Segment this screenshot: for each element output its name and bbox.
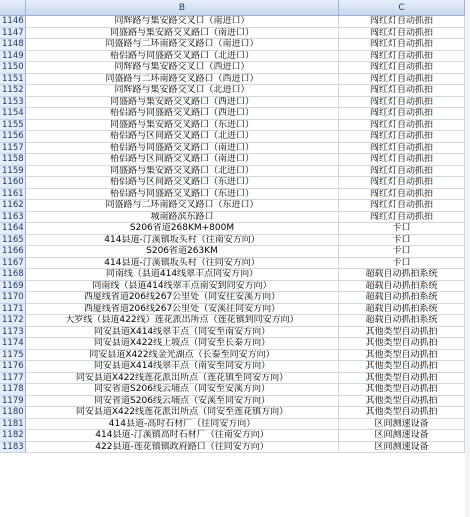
cell-location[interactable]: 大罗线（县道422线）莲花派出所点（莲花镇到同安方向） [26, 315, 339, 327]
row-header[interactable]: 1147 [0, 28, 26, 40]
row-header[interactable]: 1167 [0, 258, 26, 270]
cell-device-type[interactable]: 闯红灯自动抓拍 [339, 154, 465, 166]
cell-location[interactable]: S206省道263KM [26, 246, 339, 258]
cell-device-type[interactable]: 闯红灯自动抓拍 [339, 39, 465, 51]
cell-device-type[interactable]: 闯红灯自动抓拍 [339, 143, 465, 155]
cell-device-type[interactable]: 其他类型自动抓拍 [339, 350, 465, 362]
row-header[interactable]: 1156 [0, 131, 26, 143]
row-header[interactable]: 1149 [0, 51, 26, 63]
row-header[interactable]: 1164 [0, 223, 26, 235]
row-header[interactable]: 1170 [0, 292, 26, 304]
cell-device-type[interactable]: 超载自动抓拍系统 [339, 281, 465, 293]
cell-device-type[interactable]: 超载自动抓拍系统 [339, 315, 465, 327]
row-header[interactable]: 1148 [0, 39, 26, 51]
row-header[interactable]: 1181 [0, 419, 26, 431]
row-header[interactable]: 1179 [0, 396, 26, 408]
row-header[interactable]: 1176 [0, 361, 26, 373]
row-header[interactable]: 1157 [0, 143, 26, 155]
cell-device-type[interactable]: 其他类型自动抓拍 [339, 407, 465, 419]
row-header[interactable]: 1161 [0, 189, 26, 201]
row-header[interactable]: 1146 [0, 16, 26, 28]
cell-device-type[interactable]: 其他类型自动抓拍 [339, 384, 465, 396]
cell-device-type[interactable]: 闯红灯自动抓拍 [339, 177, 465, 189]
row-header[interactable]: 1174 [0, 338, 26, 350]
cell-location[interactable]: 414县道-汀溪镇坂头村（往南安方向） [26, 235, 339, 247]
cell-location[interactable]: 同安县道X422线莲花派出所点（同安至莲花镇方向） [26, 407, 339, 419]
row-header[interactable]: 1166 [0, 246, 26, 258]
cell-device-type[interactable]: 其他类型自动抓拍 [339, 373, 465, 385]
cell-device-type[interactable]: 其他类型自动抓拍 [339, 327, 465, 339]
cell-location[interactable]: 同盛路与集安路交叉路口（北进口） [26, 166, 339, 178]
row-header[interactable]: 1152 [0, 85, 26, 97]
row-header[interactable]: 1163 [0, 212, 26, 224]
cell-location[interactable]: 同盛路与二环南路交叉路口（东进口） [26, 200, 339, 212]
cell-location[interactable]: 同辉路与集安路交叉口（西进口） [26, 62, 339, 74]
cell-location[interactable]: 梧侣路与区间路交叉路口（南进口） [26, 154, 339, 166]
cell-location[interactable]: 西厦线省道206线267公里处（同安往安溪方向） [26, 292, 339, 304]
cell-location[interactable]: 梧侣路与同盛路交叉路口（南进口） [26, 143, 339, 155]
cell-device-type[interactable]: 闯红灯自动抓拍 [339, 212, 465, 224]
cell-location[interactable]: 同安县道X422线上坡点（同安至长泰方向） [26, 338, 339, 350]
cell-location[interactable]: 同安省道S206线云埔点（安溪至同安方向） [26, 396, 339, 408]
cell-location[interactable]: 同南线（县道414线翠丰点南安到同安方向） [26, 281, 339, 293]
cell-device-type[interactable]: 卡口 [339, 258, 465, 270]
cell-location[interactable]: 同盛路与二环南路交叉路口（西进口） [26, 74, 339, 86]
cell-device-type[interactable]: 闯红灯自动抓拍 [339, 200, 465, 212]
cell-device-type[interactable]: 闯红灯自动抓拍 [339, 85, 465, 97]
cell-device-type[interactable]: 卡口 [339, 246, 465, 258]
cell-device-type[interactable]: 闯红灯自动抓拍 [339, 120, 465, 132]
cell-device-type[interactable]: 闯红灯自动抓拍 [339, 97, 465, 109]
cell-device-type[interactable]: 区间测速设备 [339, 430, 465, 442]
row-header[interactable]: 1159 [0, 166, 26, 178]
row-header[interactable]: 1180 [0, 407, 26, 419]
cell-device-type[interactable]: 其他类型自动抓拍 [339, 361, 465, 373]
cell-device-type[interactable]: 超载自动抓拍系统 [339, 292, 465, 304]
cell-location[interactable]: 同盛路与二环南路交叉路口（南进口） [26, 39, 339, 51]
cell-location[interactable]: 梧侣路与区间路交叉路口（东进口） [26, 177, 339, 189]
cell-device-type[interactable]: 闯红灯自动抓拍 [339, 51, 465, 63]
column-header-b[interactable]: B [26, 0, 339, 16]
cell-location[interactable]: S206省道268KM+800M [26, 223, 339, 235]
cell-device-type[interactable]: 闯红灯自动抓拍 [339, 189, 465, 201]
cell-location[interactable]: 同盛路与集安路交叉路口（东进口） [26, 120, 339, 132]
cell-device-type[interactable]: 闯红灯自动抓拍 [339, 131, 465, 143]
cell-location[interactable]: 梧侣路与区间路交叉路口（北进口） [26, 131, 339, 143]
cell-device-type[interactable]: 超载自动抓拍系统 [339, 269, 465, 281]
row-header[interactable]: 1160 [0, 177, 26, 189]
row-header[interactable]: 1155 [0, 120, 26, 132]
cell-device-type[interactable]: 闯红灯自动抓拍 [339, 74, 465, 86]
cell-device-type[interactable]: 闯红灯自动抓拍 [339, 166, 465, 178]
cell-device-type[interactable]: 超载自动抓拍系统 [339, 304, 465, 316]
row-header[interactable]: 1175 [0, 350, 26, 362]
row-header[interactable]: 1183 [0, 442, 26, 454]
row-header[interactable]: 1151 [0, 74, 26, 86]
cell-location[interactable]: 同安县道X414线翠丰点（同安至南安方向） [26, 327, 339, 339]
cell-location[interactable]: 同盛路与集安路交叉路口（南进口） [26, 28, 339, 40]
cell-location[interactable]: 414县道-高时石材厂（往同安方向） [26, 419, 339, 431]
row-header[interactable]: 1172 [0, 315, 26, 327]
cell-location[interactable]: 同盛路与集安路交叉路口（西进口） [26, 97, 339, 109]
cell-device-type[interactable]: 卡口 [339, 235, 465, 247]
cell-location[interactable]: 城南路滨东路口 [26, 212, 339, 224]
row-header[interactable]: 1158 [0, 154, 26, 166]
cell-device-type[interactable]: 闯红灯自动抓拍 [339, 62, 465, 74]
cell-device-type[interactable]: 其他类型自动抓拍 [339, 338, 465, 350]
row-header[interactable]: 1171 [0, 304, 26, 316]
cell-location[interactable]: 西厦线省道206线267公里处（安溪往同安方向） [26, 304, 339, 316]
cell-device-type[interactable]: 卡口 [339, 223, 465, 235]
sheet-edge [465, 0, 470, 517]
cell-device-type[interactable]: 其他类型自动抓拍 [339, 396, 465, 408]
cell-location[interactable]: 同安县道X422线金光湖点（长泰至同安方向） [26, 350, 339, 362]
cell-location[interactable]: 同安县道X422线莲花派出所点（莲花镇至同安方向） [26, 373, 339, 385]
cell-location[interactable]: 414县道-汀溪镇坂头村（往同安方向） [26, 258, 339, 270]
cell-device-type[interactable]: 区间测速设备 [339, 419, 465, 431]
cell-location[interactable]: 414县道-汀溪镇高时石材厂（往南安方向） [26, 430, 339, 442]
cell-location[interactable]: 同辉路与集安路交叉口（北进口） [26, 85, 339, 97]
row-header[interactable]: 1182 [0, 430, 26, 442]
cell-location[interactable]: 梧侣路与同盛路交叉路口（西进口） [26, 108, 339, 120]
cell-location[interactable]: 同安县道X414线翠丰点（南安至同安方向） [26, 361, 339, 373]
cell-device-type[interactable]: 闯红灯自动抓拍 [339, 28, 465, 40]
cell-location[interactable]: 422县道-莲花镇镇政府路口（往同安方向） [26, 442, 339, 454]
cell-device-type[interactable]: 闯红灯自动抓拍 [339, 16, 465, 28]
cell-location[interactable]: 同南线（县道414线翠丰点同安方向） [26, 269, 339, 281]
cell-location[interactable]: 同安省道S206线云埔点（同安至安溪方向） [26, 384, 339, 396]
row-header[interactable]: 1173 [0, 327, 26, 339]
cell-location[interactable]: 梧侣路与同盛路交叉路口（东进口） [26, 189, 339, 201]
row-header[interactable]: 1154 [0, 108, 26, 120]
row-header[interactable]: 1178 [0, 384, 26, 396]
row-header[interactable]: 1150 [0, 62, 26, 74]
cell-device-type[interactable]: 闯红灯自动抓拍 [339, 108, 465, 120]
row-header[interactable]: 1162 [0, 200, 26, 212]
cell-device-type[interactable]: 区间测速设备 [339, 442, 465, 454]
row-header[interactable]: 1168 [0, 269, 26, 281]
select-all-corner[interactable] [0, 0, 26, 16]
column-header-c[interactable]: C [339, 0, 465, 16]
row-header[interactable]: 1165 [0, 235, 26, 247]
row-header[interactable]: 1177 [0, 373, 26, 385]
row-header[interactable]: 1169 [0, 281, 26, 293]
row-header[interactable]: 1153 [0, 97, 26, 109]
cell-location[interactable]: 同辉路与集安路交叉口（南进口） [26, 16, 339, 28]
cell-location[interactable]: 梧侣路与同盛路交叉路口（北进口） [26, 51, 339, 63]
